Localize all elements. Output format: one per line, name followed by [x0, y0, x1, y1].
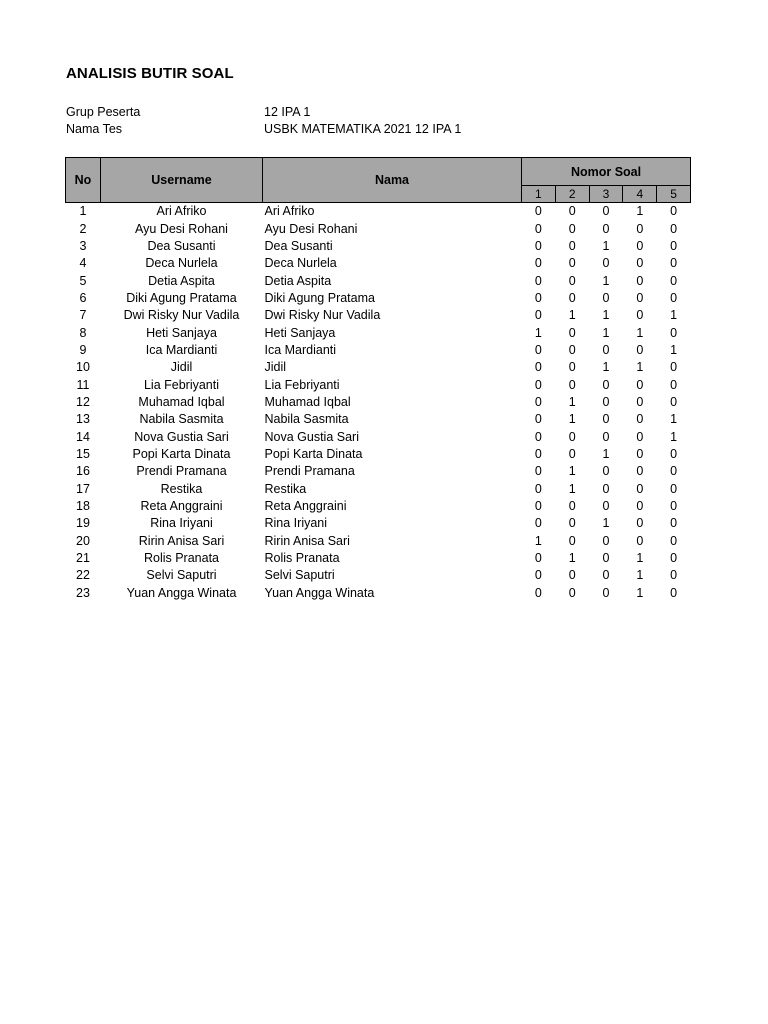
cell-answer: 0: [534, 290, 542, 305]
cell-answer: 0: [636, 238, 644, 253]
cell-answer: 0: [602, 394, 610, 409]
cell-nama: Dea Susanti: [264, 238, 333, 253]
cell-no: 17: [76, 481, 90, 496]
table-row: [66, 411, 691, 428]
cell-answer: 0: [602, 585, 610, 600]
cell-answer: 0: [602, 221, 610, 236]
cell-answer: 0: [670, 238, 678, 253]
cell-answer: 1: [568, 551, 576, 566]
cell-answer: 0: [636, 256, 644, 271]
cell-answer: 0: [670, 464, 678, 479]
cell-answer: 0: [534, 221, 542, 236]
cell-answer: 0: [636, 533, 644, 548]
cell-answer: 0: [636, 464, 644, 479]
cell-no: 7: [79, 308, 87, 323]
cell-answer: 1: [534, 533, 542, 548]
cell-answer: 1: [670, 412, 678, 427]
cell-answer: 1: [602, 516, 610, 531]
cell-answer: 0: [534, 481, 542, 496]
cell-answer: 0: [534, 516, 542, 531]
cell-no: 22: [76, 568, 90, 583]
cell-no: 13: [76, 412, 90, 427]
cell-answer: 0: [636, 342, 644, 357]
table-row: [66, 342, 691, 359]
cell-no: 9: [79, 342, 87, 357]
cell-answer: 0: [636, 273, 644, 288]
cell-answer: 1: [636, 551, 644, 566]
cell-no: 10: [76, 360, 90, 375]
cell-username: Ayu Desi Rohani: [135, 221, 228, 236]
table-row: [66, 428, 691, 445]
cell-answer: 0: [670, 273, 678, 288]
cell-answer: 1: [602, 446, 610, 461]
meta-value: USBK MATEMATIKA 2021 12 IPA 1: [264, 122, 462, 136]
table-row: [66, 585, 691, 602]
cell-no: 2: [79, 221, 87, 236]
cell-nama: Prendi Pramana: [264, 464, 355, 479]
cell-answer: 0: [602, 412, 610, 427]
cell-username: Lia Febriyanti: [143, 377, 220, 392]
cell-answer: 0: [670, 568, 678, 583]
cell-answer: 0: [670, 290, 678, 305]
table-row: [66, 463, 691, 480]
column-header-nama: Nama: [263, 158, 522, 203]
cell-answer: 0: [670, 256, 678, 271]
cell-answer: 0: [602, 533, 610, 548]
cell-answer: 0: [670, 516, 678, 531]
cell-answer: 0: [670, 394, 678, 409]
cell-answer: 0: [568, 429, 576, 444]
cell-answer: 0: [568, 568, 576, 583]
table-row: [66, 290, 691, 307]
cell-no: 11: [76, 377, 90, 392]
cell-nama: Reta Anggraini: [264, 499, 347, 514]
meta-row-nama-tes: [66, 122, 461, 136]
cell-answer: 0: [670, 204, 678, 219]
cell-answer: 0: [534, 499, 542, 514]
table-row: [66, 324, 691, 341]
cell-no: 4: [79, 256, 87, 271]
cell-answer: 1: [602, 238, 610, 253]
question-header: 3: [589, 186, 623, 203]
table-header: [66, 158, 691, 203]
cell-username: Yuan Angga Winata: [126, 585, 237, 600]
cell-answer: 1: [636, 568, 644, 583]
cell-answer: 1: [602, 360, 610, 375]
cell-nama: Dwi Risky Nur Vadila: [264, 308, 381, 323]
cell-nama: Yuan Angga Winata: [264, 585, 375, 600]
table-row: [66, 446, 691, 463]
cell-answer: 0: [602, 499, 610, 514]
cell-answer: 0: [602, 342, 610, 357]
cell-answer: 0: [534, 446, 542, 461]
cell-answer: 0: [670, 446, 678, 461]
cell-answer: 0: [534, 273, 542, 288]
cell-nama: Nabila Sasmita: [264, 412, 349, 427]
cell-no: 15: [76, 446, 90, 461]
cell-answer: 0: [636, 516, 644, 531]
cell-username: Deca Nurlela: [145, 256, 218, 271]
meta-value: 12 IPA 1: [264, 105, 311, 119]
cell-no: 1: [79, 204, 87, 219]
cell-answer: 0: [568, 360, 576, 375]
cell-answer: 0: [568, 516, 576, 531]
cell-username: Ica Mardianti: [145, 342, 218, 357]
cell-answer: 0: [670, 585, 678, 600]
question-header: 4: [623, 186, 657, 203]
cell-nama: Rolis Pranata: [264, 551, 340, 566]
cell-answer: 0: [602, 568, 610, 583]
cell-username: Rolis Pranata: [143, 551, 220, 566]
cell-answer: 0: [602, 551, 610, 566]
cell-answer: 1: [670, 342, 678, 357]
cell-username: Ari Afriko: [156, 204, 207, 219]
cell-nama: Muhamad Iqbal: [264, 394, 351, 409]
cell-nama: Diki Agung Pratama: [264, 290, 375, 305]
cell-answer: 0: [636, 308, 644, 323]
cell-username: Diki Agung Pratama: [126, 290, 237, 305]
meta-label: Nama Tes: [66, 122, 123, 136]
cell-answer: 0: [670, 325, 678, 340]
cell-answer: 0: [670, 221, 678, 236]
cell-no: 21: [76, 551, 90, 566]
cell-answer: 0: [670, 481, 678, 496]
table-row: [66, 359, 691, 376]
cell-answer: 0: [534, 238, 542, 253]
cell-username: Dwi Risky Nur Vadila: [123, 308, 240, 323]
table-row: [66, 238, 691, 255]
cell-answer: 0: [602, 481, 610, 496]
cell-answer: 0: [534, 256, 542, 271]
table-row: [66, 515, 691, 532]
cell-answer: 1: [568, 481, 576, 496]
cell-username: Jidil: [170, 360, 193, 375]
cell-nama: Nova Gustia Sari: [264, 429, 359, 444]
table-row: [66, 498, 691, 515]
cell-no: 3: [79, 238, 87, 253]
cell-answer: 0: [568, 377, 576, 392]
cell-answer: 0: [534, 429, 542, 444]
table-row: [66, 550, 691, 567]
cell-nama: Lia Febriyanti: [264, 377, 340, 392]
cell-nama: Rina Iriyani: [264, 516, 328, 531]
cell-answer: 0: [534, 360, 542, 375]
cell-nama: Ririn Anisa Sari: [264, 533, 350, 548]
cell-answer: 0: [602, 429, 610, 444]
cell-username: Restika: [160, 481, 203, 496]
cell-answer: 0: [568, 290, 576, 305]
cell-username: Ririn Anisa Sari: [138, 533, 225, 548]
cell-answer: 0: [568, 204, 576, 219]
cell-nama: Deca Nurlela: [264, 256, 337, 271]
meta-row-grup-peserta: [66, 105, 310, 119]
cell-answer: 0: [602, 464, 610, 479]
cell-answer: 0: [636, 377, 644, 392]
cell-nama: Restika: [264, 481, 307, 496]
results-table: [65, 157, 691, 602]
question-header: 2: [555, 186, 589, 203]
cell-username: Selvi Saputri: [146, 568, 217, 583]
cell-nama: Selvi Saputri: [264, 568, 335, 583]
cell-answer: 0: [602, 377, 610, 392]
cell-answer: 0: [534, 394, 542, 409]
cell-nama: Popi Karta Dinata: [264, 446, 363, 461]
cell-nama: Ayu Desi Rohani: [264, 221, 358, 236]
cell-username: Nabila Sasmita: [139, 412, 224, 427]
cell-answer: 0: [568, 256, 576, 271]
table-row: [66, 481, 691, 498]
cell-answer: 0: [534, 204, 542, 219]
cell-answer: 1: [534, 325, 542, 340]
cell-answer: 0: [636, 481, 644, 496]
table-row: [66, 272, 691, 289]
cell-no: 12: [76, 394, 90, 409]
column-header-username: Username: [101, 158, 263, 203]
cell-answer: 1: [636, 204, 644, 219]
cell-answer: 0: [670, 360, 678, 375]
cell-nama: Detia Aspita: [264, 273, 332, 288]
cell-answer: 0: [534, 585, 542, 600]
cell-answer: 0: [534, 412, 542, 427]
cell-answer: 0: [534, 464, 542, 479]
table-row: [66, 394, 691, 411]
question-header: 5: [657, 186, 691, 203]
cell-answer: 0: [534, 568, 542, 583]
table-row: [66, 533, 691, 550]
cell-no: 19: [76, 516, 90, 531]
table-row: [66, 567, 691, 584]
cell-answer: 0: [568, 342, 576, 357]
cell-username: Nova Gustia Sari: [134, 429, 229, 444]
cell-answer: 0: [568, 446, 576, 461]
column-header-nomor-soal: Nomor Soal: [522, 158, 691, 186]
cell-answer: 0: [534, 551, 542, 566]
table-body: [66, 203, 691, 602]
cell-answer: 1: [602, 273, 610, 288]
cell-answer: 0: [670, 551, 678, 566]
cell-answer: 0: [602, 204, 610, 219]
page-title: ANALISIS BUTIR SOAL: [66, 65, 234, 82]
cell-answer: 0: [670, 499, 678, 514]
table-row: [66, 307, 691, 324]
cell-answer: 0: [602, 290, 610, 305]
cell-answer: 0: [636, 446, 644, 461]
table-row: [66, 255, 691, 272]
cell-username: Heti Sanjaya: [146, 325, 217, 340]
cell-answer: 0: [568, 273, 576, 288]
table-row: [66, 376, 691, 393]
cell-answer: 0: [568, 221, 576, 236]
cell-answer: 1: [568, 412, 576, 427]
cell-answer: 0: [568, 238, 576, 253]
cell-answer: 1: [568, 464, 576, 479]
table-row: [66, 203, 691, 221]
cell-username: Rina Iriyani: [150, 516, 213, 531]
cell-no: 23: [76, 585, 90, 600]
cell-answer: 0: [602, 256, 610, 271]
cell-username: Detia Aspita: [148, 273, 215, 288]
cell-no: 14: [76, 429, 90, 444]
cell-no: 16: [76, 464, 90, 479]
table-row: [66, 220, 691, 237]
cell-answer: 0: [568, 533, 576, 548]
cell-no: 5: [79, 273, 87, 288]
meta-label: Grup Peserta: [66, 105, 141, 119]
cell-username: Popi Karta Dinata: [132, 446, 231, 461]
cell-answer: 0: [568, 499, 576, 514]
cell-username: Dea Susanti: [147, 238, 216, 253]
cell-answer: 1: [636, 325, 644, 340]
cell-answer: 0: [636, 290, 644, 305]
cell-answer: 0: [534, 377, 542, 392]
cell-no: 20: [76, 533, 90, 548]
cell-answer: 1: [670, 308, 678, 323]
cell-answer: 1: [636, 585, 644, 600]
cell-answer: 1: [568, 308, 576, 323]
cell-answer: 0: [534, 342, 542, 357]
cell-answer: 1: [636, 360, 644, 375]
cell-no: 8: [79, 325, 87, 340]
cell-answer: 0: [636, 412, 644, 427]
cell-answer: 1: [670, 429, 678, 444]
cell-answer: 0: [568, 325, 576, 340]
cell-username: Prendi Pramana: [136, 464, 227, 479]
cell-answer: 0: [568, 585, 576, 600]
cell-answer: 0: [636, 221, 644, 236]
cell-answer: 0: [636, 429, 644, 444]
cell-nama: Ari Afriko: [264, 204, 315, 219]
cell-no: 6: [79, 290, 87, 305]
question-header: 1: [522, 186, 556, 203]
cell-answer: 1: [602, 325, 610, 340]
cell-nama: Heti Sanjaya: [264, 325, 336, 340]
cell-answer: 0: [670, 533, 678, 548]
cell-username: Reta Anggraini: [140, 499, 223, 514]
cell-answer: 1: [602, 308, 610, 323]
column-header-no: No: [66, 158, 101, 203]
cell-answer: 0: [670, 377, 678, 392]
cell-answer: 0: [534, 308, 542, 323]
cell-answer: 0: [636, 394, 644, 409]
cell-username: Muhamad Iqbal: [138, 394, 225, 409]
cell-answer: 0: [636, 499, 644, 514]
cell-nama: Ica Mardianti: [264, 342, 337, 357]
cell-nama: Jidil: [264, 360, 287, 375]
cell-answer: 1: [568, 394, 576, 409]
cell-no: 18: [76, 499, 90, 514]
